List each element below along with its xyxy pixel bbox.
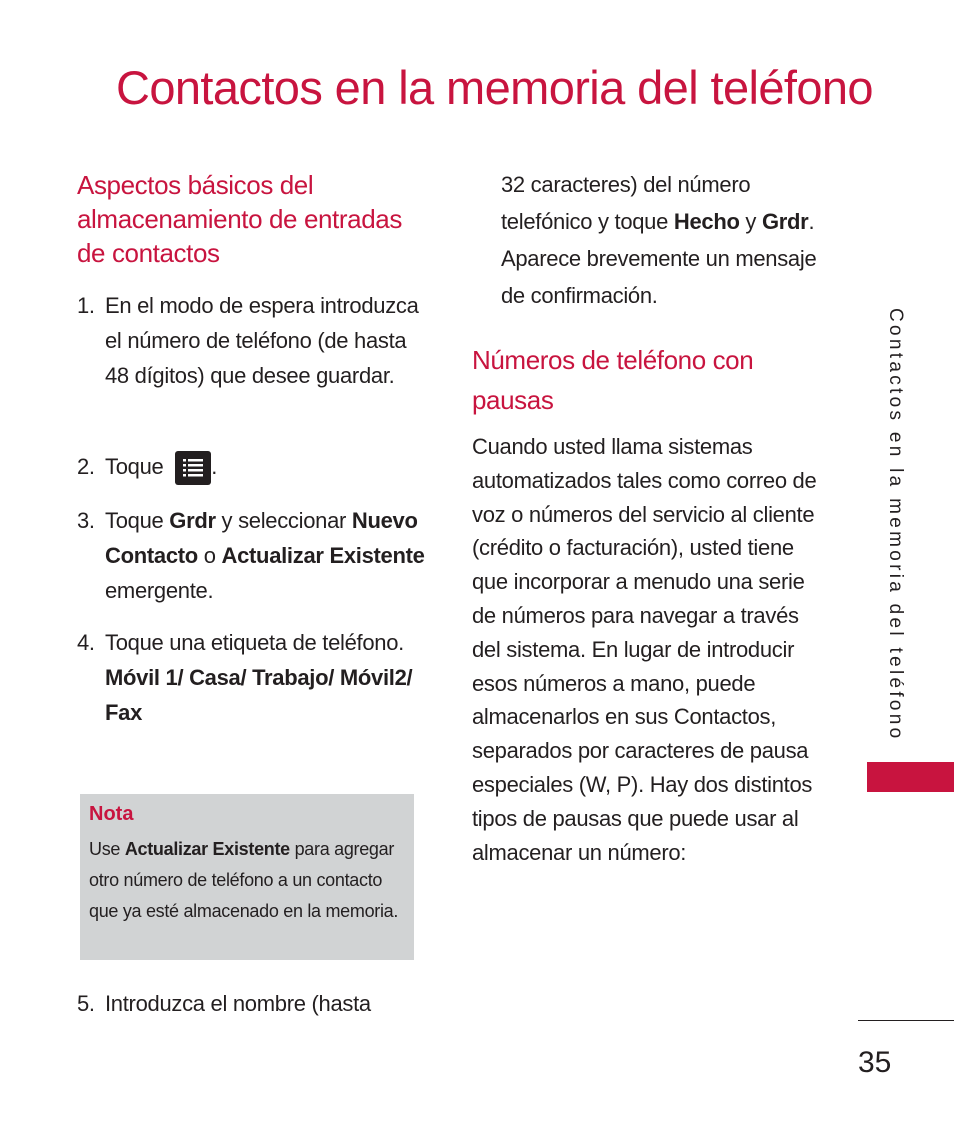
page-number-rule bbox=[858, 1020, 954, 1021]
step-text: En el modo de espera introduzca el número de teléfono (de hasta 48 dígitos) que desee guardar. bbox=[105, 293, 419, 388]
chapter-side-tab-label: Contactos en la memoria del teléfono bbox=[885, 308, 906, 742]
step-text-after: . bbox=[211, 454, 218, 479]
step-number: 4. bbox=[77, 630, 95, 655]
text-run: para agregar otro número de teléfono a un contacto que ya esté almacenado en la memoria. bbox=[89, 839, 399, 921]
actualizar-existente-label: Actualizar Existente bbox=[221, 543, 425, 568]
step-5 bbox=[77, 986, 427, 1021]
step-3 bbox=[77, 503, 427, 608]
step-number: 3. bbox=[77, 508, 95, 533]
grdr-label: Grdr bbox=[761, 209, 809, 234]
note-title: Nota bbox=[89, 803, 134, 825]
step-text: Introduzca el nombre (hasta bbox=[105, 991, 371, 1016]
text-run: y seleccionar bbox=[215, 508, 352, 533]
chapter-tab-marker bbox=[867, 762, 954, 792]
note-box bbox=[80, 794, 414, 960]
step-number: 5. bbox=[77, 991, 95, 1016]
page-title: Contactos en la memoria del teléfono bbox=[116, 61, 873, 114]
step-2 bbox=[77, 449, 427, 485]
step-text-before: Toque bbox=[105, 454, 164, 479]
text-run: Toque bbox=[105, 508, 170, 533]
note-body bbox=[89, 834, 414, 927]
step-number: 1. bbox=[77, 293, 95, 318]
step-number: 2. bbox=[77, 454, 95, 479]
pauses-paragraph: Cuando usted llama sistemas automatizados tales como correo de voz o números del servicio al cliente (crédito o facturación), usted tiene que incorporar a menudo una serie de números para navegar a través del sistema. En lugar de introducir esos números a mano, puede almacenarlos en sus Contactos, separados por caracteres de pausa especiales (W, P). Hay dos distintos tipos de pausas que puede usar al almacenar un número: bbox=[472, 434, 817, 865]
menu-list-icon bbox=[175, 451, 211, 485]
step-1 bbox=[77, 288, 427, 393]
actualizar-existente-label: Actualizar Existente bbox=[124, 839, 290, 859]
nuevo-contacto-label: Nuevo Contacto bbox=[105, 508, 418, 568]
step-text bbox=[105, 449, 427, 485]
step-text bbox=[105, 503, 427, 608]
text-run: y bbox=[739, 209, 762, 234]
section-heading-basics: Aspectos básicos del almacenamiento de entradas de contactos bbox=[77, 170, 402, 268]
hecho-label: Hecho bbox=[673, 209, 740, 234]
text-run: . Aparece brevemente un mensaje de confirmación. bbox=[501, 209, 817, 308]
text-run: 32 caracteres) del número telefónico y toque bbox=[501, 172, 751, 234]
text-run: emergente. bbox=[105, 578, 214, 603]
page-number: 35 bbox=[858, 1046, 892, 1079]
step-instruction: Toque una etiqueta de teléfono. bbox=[105, 630, 404, 655]
section-heading-pauses: Números de teléfono con pausas bbox=[472, 345, 754, 415]
step-text bbox=[105, 625, 427, 730]
text-run: o bbox=[197, 543, 222, 568]
grdr-label: Grdr bbox=[169, 508, 216, 533]
step-5-continuation bbox=[501, 166, 831, 314]
phone-label-options: Móvil 1/ Casa/ Trabajo/ Móvil2/ Fax bbox=[105, 665, 413, 725]
text-run: Use bbox=[89, 839, 125, 859]
step-4 bbox=[77, 625, 427, 730]
